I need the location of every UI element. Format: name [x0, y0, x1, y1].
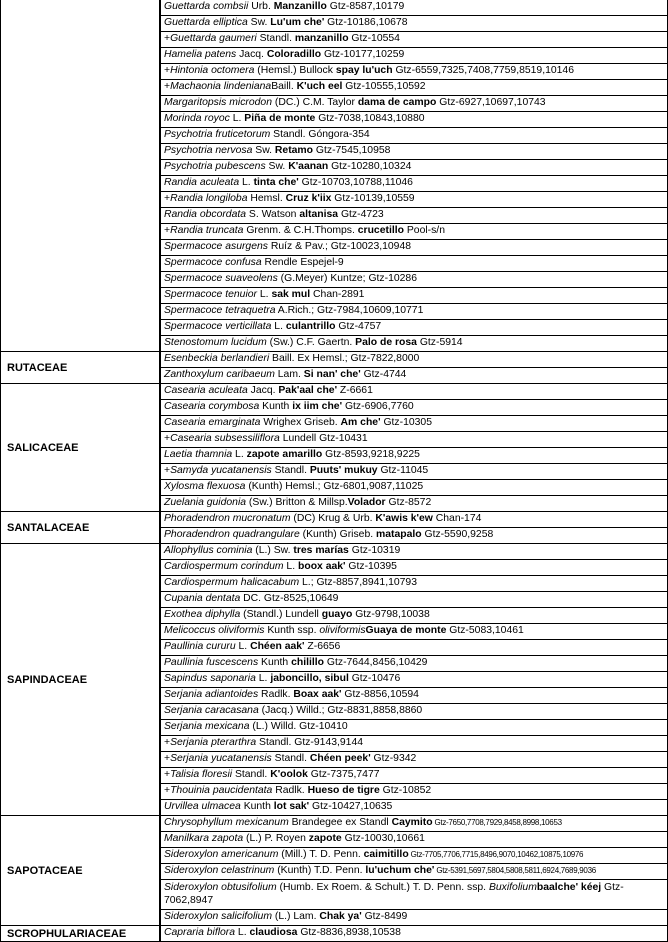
species-row — [160, 495, 668, 512]
species-auth: (Kunth) Hemsl.; Gtz-6801,9087,11025 — [245, 481, 424, 492]
species-sp: Sideroxylon celastrinum — [164, 865, 275, 876]
species-sp: Laetia thamnia — [164, 449, 233, 460]
species-sp: Hamelia patens — [164, 49, 237, 60]
species-auth: Brandegee ex Standl — [288, 817, 392, 828]
species-vn: K'awis k'ew — [375, 513, 433, 524]
species-code: Gtz-7375,7477 — [307, 769, 380, 780]
species-auth: Jacq. — [247, 385, 279, 396]
species-row — [160, 143, 668, 160]
species-code: Gtz-9342 — [370, 753, 417, 764]
species-auth: Wrighex Griseb. — [260, 417, 341, 428]
species-row — [160, 271, 668, 288]
species-vn: guayo — [321, 609, 353, 620]
species-auth: Baill. Ex Hemsl.; Gtz-7822,8000 — [269, 353, 420, 364]
species-auth: (Hemsl.) Bullock — [254, 65, 336, 76]
species-vn: caimitillo — [363, 849, 409, 860]
species-sp2: Buxifolium — [488, 882, 537, 893]
species-code: Gtz-10554 — [348, 33, 400, 44]
species-auth: Standl. Góngora-354 — [270, 129, 370, 140]
species-sp: Talisia floresii — [170, 769, 233, 780]
species-vn: Palo de rosa — [355, 337, 417, 348]
species-sp: Chrysophyllum mexicanum — [164, 817, 289, 828]
species-auth: (DC) Krug & Urb. — [290, 513, 376, 524]
species-auth: (L.) P. Royen — [243, 833, 309, 844]
species-code: Gtz-9798,10038 — [352, 609, 430, 620]
species-sp: Randia truncata — [170, 225, 244, 236]
species-row — [160, 863, 668, 880]
species-auth: Kunth — [240, 801, 274, 812]
species-vn: manzanillo — [294, 33, 349, 44]
species-code: Gtz-10139,10559 — [331, 193, 415, 204]
species-auth: Standl. — [271, 753, 310, 764]
species-auth: (DC.) C.M. Taylor — [272, 97, 358, 108]
species-code: Gtz-11045 — [377, 465, 429, 476]
species-sp: Allophyllus cominia — [164, 545, 253, 556]
species-sp: Spermacoce tenuior — [164, 289, 257, 300]
species-auth: Radlk. — [272, 785, 308, 796]
species-row — [160, 0, 668, 16]
species-code: Gtz-7038,10843,10880 — [315, 113, 425, 124]
species-code: Gtz-7545,10958 — [313, 145, 391, 156]
species-code: Gtz-5391,5697,5804,5808,5811,6924,7689,9036 — [434, 866, 596, 875]
species-sp: Cupania dentata — [164, 593, 241, 604]
species-code: Gtz-10703,10788,11046 — [298, 177, 413, 188]
species-sp: Casearia emarginata — [164, 417, 261, 428]
species-sp: Sapindus saponaria — [164, 673, 256, 684]
species-sp: Paullinia cururu — [164, 641, 236, 652]
species-auth: Sw. — [247, 17, 271, 28]
species-auth: Urb. — [248, 1, 274, 12]
species-pre: + — [164, 737, 171, 748]
species-sp: Thouinia paucidentata — [170, 785, 273, 796]
species-vn: zapote — [308, 833, 342, 844]
species-sp: Urvillea ulmacea — [164, 801, 241, 812]
species-row — [160, 175, 668, 192]
species-row — [160, 639, 668, 656]
species-row — [160, 351, 668, 368]
species-row — [160, 687, 668, 704]
species-sp: Spermacoce confusa — [164, 257, 262, 268]
species-auth: L. — [271, 321, 286, 332]
species-sp: Casearia subsessiliflora — [170, 433, 280, 444]
species-auth: L. — [239, 177, 254, 188]
species-code: Gtz-7650,7708,7929,8458,8998,10653 — [432, 818, 562, 827]
species-row — [160, 799, 668, 816]
species-pre: + — [164, 785, 171, 796]
species-sp: Serjania pterarthra — [170, 737, 257, 748]
species-sp: Melicoccus oliviformis — [164, 625, 265, 636]
species-vn: lot sak' — [273, 801, 310, 812]
species-sp: Cardiospermum halicacabum — [164, 577, 300, 588]
species-auth: Rendle Espejel-9 — [261, 257, 344, 268]
species-code: Gtz-4744 — [360, 369, 407, 380]
species-vn: dama de campo — [357, 97, 437, 108]
species-row — [160, 399, 668, 416]
species-code: Gtz-4723 — [338, 209, 384, 220]
species-vn: Chéen aak' — [250, 641, 305, 652]
species-vn: K'uch eel — [296, 81, 343, 92]
species-code: Gtz-7705,7706,7715,8496,9070,10462,10875,10976 — [408, 850, 584, 859]
species-auth: L.; Gtz-8857,8941,10793 — [299, 577, 417, 588]
species-row — [160, 767, 668, 784]
species-vn: Lu'um che' — [270, 17, 325, 28]
species-auth: Jacq. — [236, 49, 267, 60]
species-row — [160, 95, 668, 112]
species-row — [160, 655, 668, 672]
species-auth: Hemsl. — [247, 193, 286, 204]
species-row — [160, 925, 668, 942]
species-sp2: oliviformis — [319, 625, 366, 636]
species-code: Gtz-10555,10592 — [342, 81, 426, 92]
species-sp: Spermacoce tetraquetra — [164, 305, 276, 316]
species-auth: Kunth — [259, 401, 293, 412]
species-row — [160, 543, 668, 560]
species-sp: Guettarda combsii — [164, 1, 249, 12]
species-sp: Phoradendron mucronatum — [164, 513, 291, 524]
species-pre: + — [164, 33, 171, 44]
species-row — [160, 367, 668, 384]
species-vn: Boax aak' — [293, 689, 342, 700]
species-row — [160, 255, 668, 272]
family-name: SALICACEAE — [7, 441, 79, 454]
species-vn: matapalo — [376, 529, 422, 540]
species-row — [160, 15, 668, 32]
species-vn: spay lu'uch — [335, 65, 393, 76]
species-vn: Manzanillo — [273, 1, 327, 12]
species-auth: (L.) Lam. — [272, 911, 320, 922]
species-row — [160, 47, 668, 64]
species-vn: claudiosa — [249, 927, 298, 938]
species-sp: Zuelania guidonia — [164, 497, 247, 508]
family-name: RUTACEAE — [7, 361, 68, 374]
species-row — [160, 383, 668, 400]
species-code: Gtz-10852 — [379, 785, 432, 796]
species-row — [160, 751, 668, 768]
species-auth: (Humb. Ex Roem. & Schult.) T. D. Penn. ssp. — [276, 882, 489, 893]
species-code: Gtz-10177,10259 — [321, 49, 405, 60]
species-sp: Randia aculeata — [164, 177, 240, 188]
species-row — [160, 847, 668, 864]
species-row — [160, 671, 668, 688]
species-auth: Sw. — [252, 145, 275, 156]
species-auth: Sw. — [265, 161, 289, 172]
species-vn: K'oolok — [270, 769, 308, 780]
species-auth: Ruíz & Pav.; Gtz-10023,10948 — [267, 241, 412, 252]
species-sp: Paullinia fuscescens — [164, 657, 259, 668]
species-code: Gtz-4757 — [335, 321, 382, 332]
species-row — [160, 703, 668, 720]
species-auth: (Mill.) T. D. Penn. — [278, 849, 364, 860]
species-sp: Guettarda gaumeri — [170, 33, 257, 44]
species-row — [160, 319, 668, 336]
species-vn: tres marías — [293, 545, 349, 556]
species-code: Gtz-5590,9258 — [421, 529, 494, 540]
species-row — [160, 303, 668, 320]
species-pre: + — [164, 465, 171, 476]
species-vn: Piña de monte — [244, 113, 316, 124]
species-auth: S. Watson — [246, 209, 300, 220]
species-auth: (L.) Willd. Gtz-10410 — [249, 721, 348, 732]
species-row — [160, 719, 668, 736]
species-auth: L. — [232, 449, 247, 460]
species-sp: Sideroxylon salicifolium — [164, 911, 272, 922]
species-vn: Pak'aal che' — [278, 385, 338, 396]
species-auth: Baill. — [271, 81, 297, 92]
species-code: Gtz-5914 — [416, 337, 463, 348]
species-auth: Standl. — [256, 33, 295, 44]
species-code: Chan-2891 — [310, 289, 365, 300]
species-row — [160, 575, 668, 592]
species-row — [160, 479, 668, 496]
species-row — [160, 111, 668, 128]
species-sp: Machaonia lindeniana — [170, 81, 272, 92]
species-auth: (Kunth) Griseb. — [299, 529, 376, 540]
species-auth: L. — [235, 927, 250, 938]
species-row — [160, 79, 668, 96]
species-vn: Caymito — [391, 817, 433, 828]
family-cell — [0, 543, 160, 816]
species-auth: Kunth ssp. — [264, 625, 320, 636]
species-sp: Serjania yucatanensis — [170, 753, 272, 764]
species-row — [160, 63, 668, 80]
species-row — [160, 447, 668, 464]
species-code: Gtz-10280,10324 — [328, 161, 412, 172]
species-vn: Retamo — [274, 145, 314, 156]
species-vn: Cruz k'iix — [285, 193, 332, 204]
species-sp: Spermacoce verticillata — [164, 321, 272, 332]
species-code: Gtz-8856,10594 — [341, 689, 419, 700]
species-sp: Guettarda elliptica — [164, 17, 248, 28]
species-vn: baalche' kéej — [536, 882, 602, 893]
species-sp: Psychotria fruticetorum — [164, 129, 271, 140]
family-cell — [0, 925, 160, 942]
family-name: SAPOTACEAE — [7, 864, 83, 877]
species-row — [160, 127, 668, 144]
species-auth: (G.Meyer) Kuntze; Gtz-10286 — [277, 273, 417, 284]
family-name: SAPINDACEAE — [7, 673, 88, 686]
species-vn: zapote amarillo — [246, 449, 323, 460]
species-sp: Phoradendron quadrangulare — [164, 529, 300, 540]
species-code: Z-6656 — [304, 641, 341, 652]
species-sp: Sideroxylon americanum — [164, 849, 279, 860]
species-vn: Chak ya' — [319, 911, 362, 922]
species-sp: Serjania adiantoides — [164, 689, 259, 700]
species-row — [160, 559, 668, 576]
species-sp: Randia obcordata — [164, 209, 247, 220]
species-row — [160, 879, 668, 910]
species-vn: crucetillo — [357, 225, 404, 236]
species-sp: Xylosma flexuosa — [164, 481, 246, 492]
species-vn: Volador — [347, 497, 386, 508]
species-row — [160, 287, 668, 304]
species-row — [160, 511, 668, 528]
species-sp: Psychotria pubescens — [164, 161, 266, 172]
family-cell — [0, 0, 160, 352]
species-pre: + — [164, 433, 171, 444]
species-vn: Puuts' mukuy — [309, 465, 378, 476]
species-code: Gtz-10030,10661 — [341, 833, 425, 844]
species-row — [160, 735, 668, 752]
species-row — [160, 607, 668, 624]
species-row — [160, 191, 668, 208]
species-sp: Morinda royoc — [164, 113, 230, 124]
species-code: Gtz-8587,10179 — [326, 1, 405, 12]
species-auth: L. — [229, 113, 245, 124]
family-name: SANTALACEAE — [7, 521, 90, 534]
species-row — [160, 223, 668, 240]
species-sp: Samyda yucatanensis — [170, 465, 272, 476]
species-sp: Psychotria nervosa — [164, 145, 253, 156]
species-sp: Casearia corymbosa — [164, 401, 260, 412]
species-sp: Spermacoce asurgens — [164, 241, 268, 252]
species-auth: (Sw.) Britton & Millsp. — [246, 497, 348, 508]
species-auth: (Sw.) C.F. Gaertn. — [266, 337, 356, 348]
species-vn: Chéen peek' — [309, 753, 371, 764]
species-vn: boox aak' — [298, 561, 346, 572]
species-row — [160, 623, 668, 640]
species-row — [160, 815, 668, 832]
species-sp: Exothea diphylla — [164, 609, 241, 620]
species-code: Gtz-10427,10635 — [309, 801, 393, 812]
species-code: Gtz-7644,8456,10429 — [324, 657, 428, 668]
species-pre: + — [164, 81, 171, 92]
species-code: Gtz-6906,7760 — [342, 401, 414, 412]
species-code: Gtz-8499 — [361, 911, 408, 922]
species-pre: + — [164, 753, 171, 764]
species-sp: Esenbeckia berlandieri — [164, 353, 270, 364]
species-sp: Capraria biflora — [164, 927, 236, 938]
family-cell — [0, 815, 160, 926]
species-auth: A.Rich.; Gtz-7984,10609,10771 — [275, 305, 424, 316]
species-sp: Hintonia octomera — [170, 65, 255, 76]
species-code: Gtz-6927,10697,10743 — [436, 97, 546, 108]
species-sp: Casearia aculeata — [164, 385, 248, 396]
species-sp: Randia longiloba — [170, 193, 248, 204]
species-auth: (Standl.) Lundell — [240, 609, 322, 620]
family-cell — [0, 383, 160, 512]
species-vn: Am che' — [340, 417, 381, 428]
species-row — [160, 239, 668, 256]
species-row — [160, 831, 668, 848]
species-auth: DC. Gtz-8525,10649 — [240, 593, 339, 604]
species-sp: Cardiospermum corindum — [164, 561, 284, 572]
species-auth: Standl. — [271, 465, 310, 476]
species-row — [160, 207, 668, 224]
species-sp: Serjania mexicana — [164, 721, 250, 732]
family-cell — [0, 351, 160, 384]
species-auth: Standl. — [232, 769, 271, 780]
species-sp: Manilkara zapota — [164, 833, 244, 844]
species-vn: ix iim che' — [292, 401, 343, 412]
species-row — [160, 463, 668, 480]
species-pre: + — [164, 225, 171, 236]
species-row — [160, 783, 668, 800]
species-auth: L. — [235, 641, 251, 652]
species-auth: (Jacq.) Willd.; Gtz-8831,8858,8860 — [258, 705, 423, 716]
species-vn: sak mul — [271, 289, 311, 300]
species-code: Gtz-8572 — [385, 497, 432, 508]
species-vn: chilillo — [291, 657, 325, 668]
species-vn: Si nan' che' — [303, 369, 361, 380]
species-auth: L. — [283, 561, 298, 572]
species-auth: L. — [257, 289, 272, 300]
species-row — [160, 415, 668, 432]
species-row — [160, 909, 668, 926]
species-code: Chan-174 — [432, 513, 482, 524]
species-sp: Stenostomum lucidum — [164, 337, 267, 348]
species-row — [160, 31, 668, 48]
species-auth: (L.) Sw. — [252, 545, 294, 556]
species-code: Gtz-8836,8938,10538 — [297, 927, 401, 938]
species-code: Gtz-10476 — [348, 673, 401, 684]
species-auth: Radlk. — [258, 689, 294, 700]
species-code: Gtz-10305 — [380, 417, 432, 428]
species-vn: tinta che' — [253, 177, 299, 188]
species-code: Gtz-6559,7325,7408,7759,8519,10146 — [392, 65, 574, 76]
species-vn: Coloradillo — [266, 49, 322, 60]
species-pre: + — [164, 769, 171, 780]
species-row — [160, 591, 668, 608]
species-code: Gtz-8593,9218,9225 — [322, 449, 420, 460]
species-vn: lu'uchum che' — [365, 865, 435, 876]
species-auth: L. — [255, 673, 271, 684]
species-vn: Guaya de monte — [365, 625, 447, 636]
species-code: Pool-s/n — [403, 225, 445, 236]
species-row — [160, 335, 668, 352]
species-sp: Sideroxylon obtusifolium — [164, 882, 277, 893]
species-code: Z-6661 — [337, 385, 373, 396]
species-vn: altanisa — [299, 209, 339, 220]
species-code: Gtz-7062,8947 — [164, 882, 624, 906]
species-row — [160, 159, 668, 176]
species-pre: + — [164, 65, 171, 76]
species-auth: Lundell Gtz-10431 — [279, 433, 368, 444]
species-auth: Standl. Gtz-9143,9144 — [256, 737, 364, 748]
species-code: Gtz-10186,10678 — [324, 17, 408, 28]
species-sp: Spermacoce suaveolens — [164, 273, 278, 284]
species-auth: Lam. — [274, 369, 304, 380]
species-row — [160, 431, 668, 448]
species-pre: + — [164, 193, 171, 204]
species-sp: Zanthoxylum caribaeum — [164, 369, 275, 380]
species-vn: jaboncillo, sibul — [270, 673, 349, 684]
species-sp: Serjania caracasana — [164, 705, 259, 716]
species-vn: Hueso de tigre — [307, 785, 380, 796]
species-row — [160, 527, 668, 544]
family-cell — [0, 511, 160, 544]
species-code: Gtz-10319 — [348, 545, 401, 556]
species-auth: Kunth — [258, 657, 292, 668]
species-auth: (Kunth) T.D. Penn. — [274, 865, 366, 876]
species-auth: Grenm. & C.H.Thomps. — [243, 225, 358, 236]
family-name: SCROPHULARIACEAE — [7, 927, 127, 940]
species-sp: Margaritopsis microdon — [164, 97, 272, 108]
species-code: Gtz-5083,10461 — [446, 625, 524, 636]
species-vn: culantrillo — [285, 321, 336, 332]
species-code: Gtz-10395 — [345, 561, 397, 572]
species-vn: K'aanan — [288, 161, 329, 172]
